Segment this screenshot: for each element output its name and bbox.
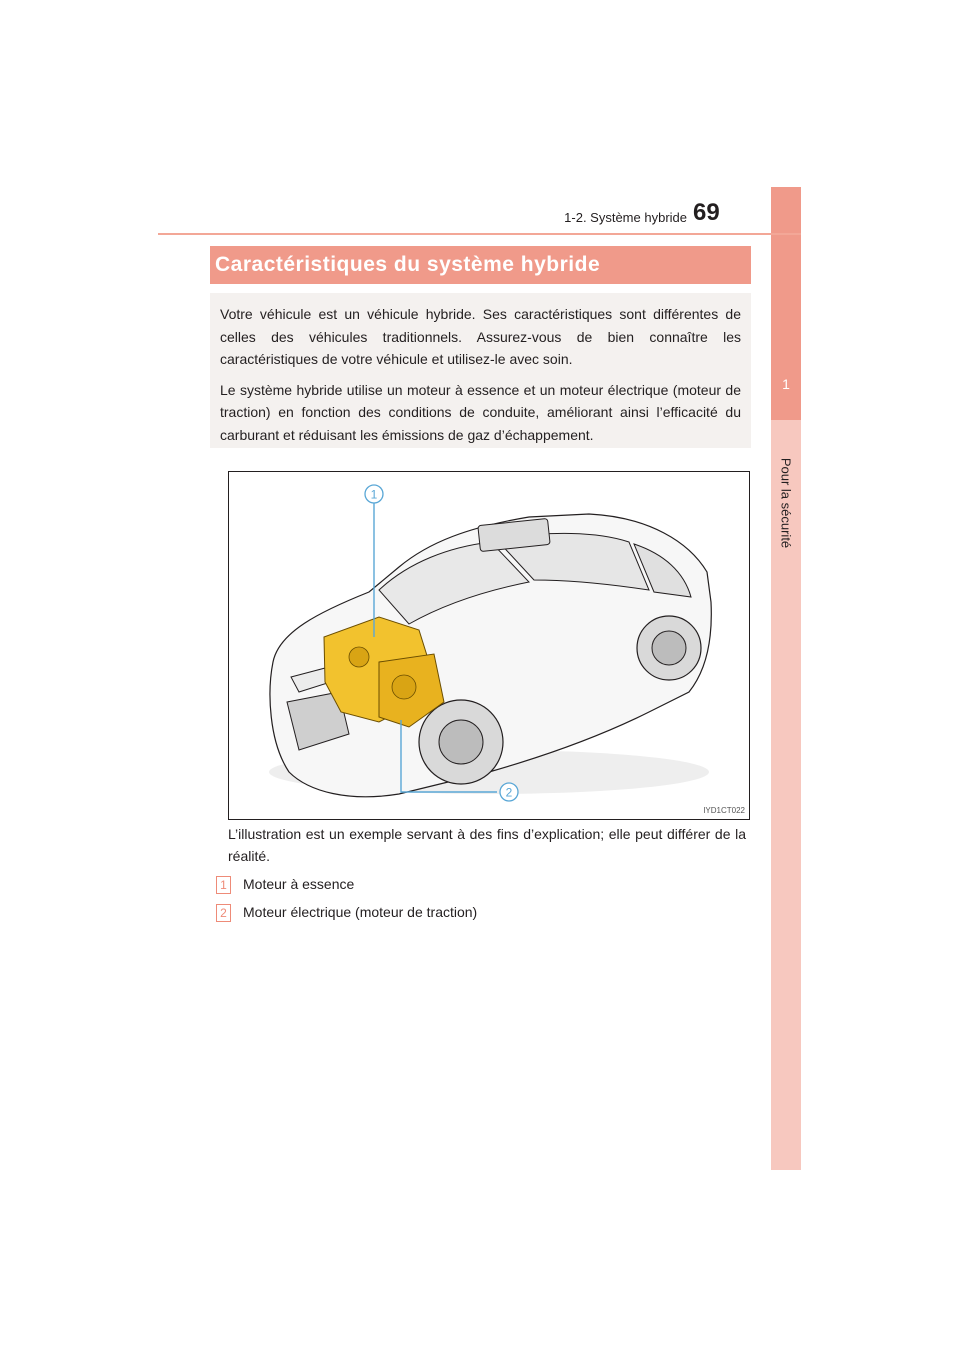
header-section-title: 1-2. Système hybride	[564, 210, 687, 225]
page-number: 69	[693, 199, 720, 226]
engine-detail-1	[349, 647, 369, 667]
figure-caption: L’illustration est un exemple servant à des fins d’explication; elle peut différer de la réalité.	[228, 826, 746, 864]
section-title: Caractéristiques du système hybride	[210, 246, 751, 284]
callout-2-label: 2	[505, 785, 513, 800]
front-wheel-hub	[439, 720, 483, 764]
intro-box	[210, 293, 751, 448]
header-rule	[158, 233, 801, 235]
legend-item	[216, 875, 354, 894]
legend-label: Moteur électrique (moteur de traction)	[243, 904, 478, 920]
hybrid-car-illustration	[228, 471, 750, 820]
legend-item	[216, 903, 477, 922]
callout-1-label: 1	[370, 487, 378, 502]
side-tab-chapter-title: Pour la sécurité	[778, 457, 794, 549]
intro-paragraph-1: Votre véhicule est un véhicule hybride. Ses caractéristiques sont différentes de celles des véhicules traditionnels. Assurez-vous de bien connaître les caractéristiques de votre véhicule et utilisez-le avec soin.	[220, 306, 741, 367]
legend-number: 2	[216, 904, 231, 922]
car-drawing	[229, 472, 749, 819]
engine-detail-2	[392, 675, 416, 699]
figure-code: IYD1CT022	[703, 806, 745, 815]
rear-wheel-hub	[652, 631, 686, 665]
intro-paragraph-2: Le système hybride utilise un moteur à essence et un moteur électrique (moteur de traction) en fonction des conditions de conduite, améliorant ainsi l’efficacité du carburant et réduisant les émissions de gaz d’échappement.	[220, 381, 741, 443]
side-tab-chapter-number: 1	[782, 376, 790, 392]
legend-label: Moteur à essence	[243, 876, 355, 892]
legend-number: 1	[216, 876, 231, 894]
